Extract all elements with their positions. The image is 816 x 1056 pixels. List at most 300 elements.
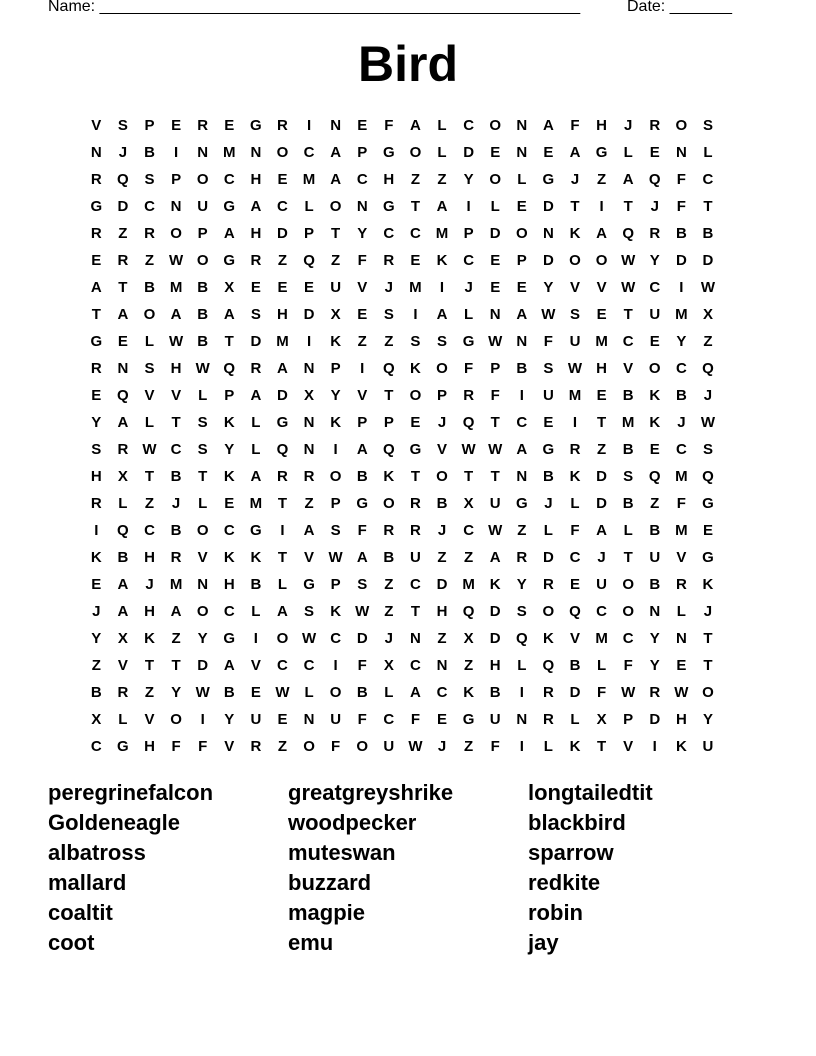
grid-cell: I	[519, 684, 524, 701]
page-title: Bird	[358, 36, 458, 92]
grid-cell: W	[488, 441, 503, 458]
grid-cell: I	[280, 522, 285, 539]
grid-cell: C	[596, 603, 607, 620]
grid-cell: C	[144, 522, 155, 539]
grid-cell: F	[623, 657, 633, 674]
grid-cell: Y	[197, 630, 208, 647]
grid-cell: W	[408, 738, 423, 755]
grid-cell: B	[516, 360, 528, 377]
grid-cell: C	[144, 198, 155, 215]
grid-cell: A	[277, 603, 288, 620]
grid-cell: P	[330, 360, 341, 377]
grid-cell: Y	[357, 225, 368, 242]
grid-cell: Z	[304, 495, 314, 512]
grid-cell: Q	[648, 468, 661, 485]
grid-cell: Y	[91, 630, 102, 647]
grid-cell: K	[330, 414, 342, 431]
grid-cell: L	[703, 144, 713, 161]
grid-cell: Z	[703, 333, 713, 350]
grid-cell: W	[168, 333, 184, 350]
grid-cell: V	[623, 360, 634, 377]
grid-cell: F	[198, 738, 208, 755]
grid-cell: T	[703, 630, 713, 647]
grid-cell: A	[117, 603, 129, 620]
grid-cell: U	[649, 306, 661, 323]
grid-cell: A	[117, 306, 129, 323]
grid-cell: O	[329, 468, 342, 485]
grid-cell: L	[144, 333, 155, 350]
grid-cell: T	[703, 657, 713, 674]
grid-cell: X	[91, 711, 102, 728]
grid-cell: C	[330, 630, 342, 647]
grid-cell: L	[144, 414, 155, 431]
grid-cell: J	[624, 117, 633, 134]
grid-cell: B	[649, 576, 661, 593]
grid-cell: W	[488, 522, 503, 539]
grid-cell: I	[519, 387, 524, 404]
grid-cell: Y	[224, 441, 235, 458]
grid-cell: S	[197, 414, 208, 431]
grid-cell: I	[306, 333, 312, 350]
grid-cell: A	[516, 306, 528, 323]
grid-cell: N	[675, 144, 687, 161]
grid-cell: L	[384, 684, 394, 701]
grid-cell: R	[649, 117, 661, 134]
grid-cell: C	[277, 657, 288, 674]
grid-cell: O	[356, 738, 369, 755]
grid-cell: Z	[91, 657, 101, 674]
grid-cell: K	[223, 468, 235, 485]
grid-cell: Z	[596, 441, 607, 458]
grid-cell: D	[542, 549, 554, 566]
grid-cell: P	[516, 252, 527, 269]
grid-cell: Z	[357, 333, 367, 350]
word-list-item: sparrow	[528, 840, 614, 865]
grid-cell: T	[410, 603, 420, 620]
grid-cell: D	[436, 576, 448, 593]
grid-cell: N	[250, 144, 262, 161]
grid-cell: E	[91, 252, 102, 269]
grid-cell: Q	[117, 171, 129, 188]
grid-cell: Z	[171, 630, 181, 647]
grid-cell: R	[90, 225, 102, 242]
grid-cell: X	[463, 495, 474, 512]
grid-cell: Q	[462, 603, 475, 620]
grid-cell: L	[543, 738, 553, 755]
grid-cell: T	[703, 198, 713, 215]
grid-cell: F	[543, 333, 553, 350]
grid-cell: O	[409, 144, 422, 161]
grid-cell: T	[410, 198, 420, 215]
grid-cell: T	[596, 738, 607, 755]
grid-cell: O	[622, 576, 634, 593]
grid-cell: Q	[702, 360, 714, 377]
grid-cell: N	[197, 576, 209, 593]
grid-cell: I	[413, 306, 418, 323]
grid-cell: L	[596, 657, 607, 674]
grid-cell: X	[117, 630, 128, 647]
grid-cell: W	[142, 441, 157, 458]
grid-cell: Y	[543, 279, 554, 296]
grid-cell: R	[542, 576, 554, 593]
grid-cell: P	[171, 171, 182, 188]
grid-cell: G	[90, 333, 103, 350]
grid-cell: W	[621, 252, 636, 269]
grid-cell: V	[250, 657, 261, 674]
grid-cell: B	[197, 333, 209, 350]
grid-cell: V	[117, 657, 128, 674]
grid-cell: A	[250, 387, 262, 404]
grid-cell: H	[436, 603, 448, 620]
grid-cell: N	[410, 630, 421, 647]
grid-cell: Z	[464, 657, 474, 674]
grid-cell: K	[410, 360, 421, 377]
grid-cell: C	[410, 225, 421, 242]
grid-cell: E	[277, 171, 288, 188]
grid-cell: W	[674, 684, 689, 701]
grid-cell: B	[542, 468, 554, 485]
grid-cell: E	[410, 414, 421, 431]
grid-cell: G	[223, 252, 236, 269]
grid-cell: A	[170, 306, 182, 323]
grid-cell: B	[250, 576, 262, 593]
grid-cell: L	[118, 495, 128, 512]
grid-cell: N	[516, 711, 528, 728]
grid-cell: V	[357, 279, 368, 296]
grid-cell: N	[489, 306, 501, 323]
grid-cell: C	[170, 441, 182, 458]
grid-cell: R	[90, 171, 102, 188]
grid-cell: F	[490, 738, 500, 755]
grid-cell: X	[463, 630, 474, 647]
grid-cell: G	[542, 441, 555, 458]
grid-cell: L	[570, 495, 580, 512]
grid-cell: I	[439, 279, 445, 296]
grid-cell: H	[90, 468, 102, 485]
grid-cell: F	[596, 684, 607, 701]
grid-cell: H	[277, 306, 288, 323]
grid-cell: O	[702, 684, 714, 701]
grid-cell: V	[91, 117, 102, 134]
grid-cell: X	[330, 306, 341, 323]
grid-cell: B	[223, 684, 235, 701]
grid-cell: Z	[144, 495, 155, 512]
grid-cell: H	[596, 117, 607, 134]
grid-cell: T	[118, 279, 128, 296]
grid-cell: K	[649, 414, 661, 431]
grid-cell: Z	[384, 603, 394, 620]
grid-cell: M	[276, 333, 289, 350]
grid-cell: A	[436, 198, 448, 215]
grid-cell: N	[90, 144, 102, 161]
grid-cell: O	[569, 252, 581, 269]
grid-cell: G	[250, 522, 262, 539]
grid-cell: F	[490, 387, 500, 404]
grid-cell: Y	[224, 711, 235, 728]
grid-cell: L	[623, 522, 633, 539]
grid-cell: X	[304, 387, 315, 404]
grid-cell: K	[569, 738, 581, 755]
grid-cell: Z	[118, 225, 128, 242]
word-list-item: coaltit	[48, 900, 113, 925]
grid-cell: S	[144, 360, 155, 377]
grid-cell: P	[144, 117, 155, 134]
grid-cell: E	[171, 117, 182, 134]
grid-cell: F	[570, 117, 580, 134]
grid-cell: E	[91, 576, 102, 593]
grid-cell: Q	[117, 522, 129, 539]
grid-cell: R	[250, 360, 262, 377]
grid-cell: O	[622, 603, 634, 620]
grid-cell: D	[542, 198, 554, 215]
grid-cell: M	[435, 225, 449, 242]
grid-cell: C	[277, 198, 288, 215]
grid-cell: K	[223, 414, 235, 431]
grid-cell: P	[357, 414, 368, 431]
grid-cell: C	[463, 522, 475, 539]
grid-cell: Z	[384, 576, 394, 593]
grid-cell: F	[570, 522, 580, 539]
grid-cell: E	[543, 414, 554, 431]
grid-cell: D	[489, 225, 501, 242]
grid-cell: O	[329, 684, 342, 701]
grid-cell: I	[679, 279, 684, 296]
grid-cell: D	[542, 252, 554, 269]
grid-cell: K	[463, 684, 475, 701]
grid-cell: T	[570, 198, 580, 215]
grid-cell: V	[596, 279, 607, 296]
grid-cell: Q	[382, 441, 395, 458]
grid-cell: M	[169, 576, 183, 593]
word-list-item: jay	[528, 930, 559, 955]
grid-cell: S	[250, 306, 261, 323]
grid-cell: K	[675, 738, 687, 755]
grid-cell: L	[676, 603, 686, 620]
grid-cell: B	[622, 441, 634, 458]
grid-cell: R	[303, 468, 315, 485]
grid-cell: P	[490, 360, 501, 377]
word-list-item: peregrinefalcon	[48, 780, 214, 805]
grid-cell: S	[144, 171, 155, 188]
grid-cell: C	[436, 684, 448, 701]
grid-cell: V	[144, 387, 155, 404]
grid-cell: S	[304, 603, 315, 620]
grid-cell: A	[356, 549, 368, 566]
grid-cell: W	[567, 360, 583, 377]
grid-cell: R	[277, 468, 288, 485]
grid-cell: Z	[517, 522, 527, 539]
grid-cell: S	[702, 441, 713, 458]
grid-cell: A	[277, 360, 288, 377]
grid-cell: N	[303, 711, 315, 728]
grid-cell: O	[196, 252, 209, 269]
grid-cell: H	[223, 576, 235, 593]
grid-cell: D	[303, 306, 315, 323]
grid-cell: O	[276, 630, 289, 647]
grid-cell: N	[516, 117, 528, 134]
grid-cell: C	[675, 360, 687, 377]
word-list-item: albatross	[48, 840, 146, 865]
grid-cell: Q	[276, 441, 289, 458]
grid-cell: J	[437, 414, 447, 431]
grid-cell: P	[383, 414, 394, 431]
grid-cell: V	[224, 738, 235, 755]
grid-cell: X	[383, 657, 394, 674]
grid-cell: E	[516, 198, 527, 215]
grid-cell: Z	[144, 684, 155, 701]
grid-cell: A	[223, 306, 235, 323]
grid-cell: Q	[542, 657, 555, 674]
grid-cell: A	[516, 441, 528, 458]
grid-cell: O	[143, 306, 156, 323]
grid-cell: J	[384, 630, 393, 647]
grid-cell: Q	[622, 225, 634, 242]
grid-cell: U	[410, 549, 421, 566]
grid-cell: F	[331, 738, 341, 755]
grid-cell: Y	[516, 576, 527, 593]
grid-cell: E	[516, 279, 527, 296]
grid-cell: Q	[303, 252, 315, 269]
grid-cell: W	[195, 360, 210, 377]
grid-cell: W	[488, 333, 503, 350]
grid-cell: M	[675, 468, 688, 485]
grid-cell: U	[489, 495, 501, 512]
grid-cell: B	[356, 468, 368, 485]
grid-cell: C	[569, 549, 581, 566]
grid-cell: U	[330, 711, 342, 728]
grid-cell: A	[223, 225, 235, 242]
grid-cell: O	[196, 522, 209, 539]
grid-cell: Y	[463, 171, 474, 188]
grid-cell: A	[90, 279, 102, 296]
grid-cell: D	[596, 468, 607, 485]
grid-cell: O	[436, 468, 448, 485]
grid-cell: A	[117, 414, 129, 431]
grid-cell: Q	[382, 360, 395, 377]
grid-cell: T	[91, 306, 101, 323]
grid-cell: E	[676, 657, 687, 674]
grid-cell: B	[170, 468, 182, 485]
grid-cell: B	[569, 657, 581, 674]
grid-cell: Q	[569, 603, 581, 620]
grid-cell: O	[489, 171, 502, 188]
grid-cell: F	[357, 657, 367, 674]
word-list-item: robin	[528, 900, 583, 925]
word-list-item: muteswan	[288, 840, 396, 865]
grid-cell: A	[542, 117, 554, 134]
grid-cell: E	[224, 117, 235, 134]
grid-cell: D	[649, 711, 661, 728]
grid-cell: C	[303, 144, 315, 161]
grid-cell: G	[542, 171, 555, 188]
grid-cell: L	[490, 198, 500, 215]
grid-cell: O	[196, 171, 209, 188]
grid-cell: J	[145, 576, 154, 593]
grid-cell: B	[197, 306, 209, 323]
grid-cell: D	[250, 333, 262, 350]
grid-cell: V	[357, 387, 368, 404]
grid-cell: Y	[676, 333, 687, 350]
grid-cell: Z	[384, 333, 394, 350]
grid-cell: T	[384, 387, 394, 404]
grid-cell: N	[303, 414, 315, 431]
grid-cell: W	[301, 630, 317, 647]
grid-cell: A	[330, 144, 342, 161]
grid-cell: T	[623, 198, 633, 215]
grid-cell: N	[436, 657, 448, 674]
grid-cell: P	[224, 387, 235, 404]
grid-cell: B	[436, 495, 448, 512]
grid-cell: H	[383, 171, 395, 188]
grid-cell: C	[622, 333, 634, 350]
grid-cell: S	[117, 117, 128, 134]
grid-cell: D	[702, 252, 714, 269]
grid-cell: R	[250, 738, 262, 755]
grid-cell: R	[675, 576, 687, 593]
date-field-label: Date: _______	[627, 0, 732, 15]
grid-cell: O	[276, 144, 289, 161]
grid-cell: C	[223, 603, 235, 620]
grid-cell: U	[569, 333, 581, 350]
grid-cell: Q	[117, 387, 129, 404]
grid-cell: K	[330, 333, 342, 350]
grid-cell: Y	[702, 711, 713, 728]
grid-cell: Y	[91, 414, 102, 431]
grid-cell: Y	[330, 387, 341, 404]
grid-cell: T	[277, 495, 288, 512]
grid-cell: S	[330, 522, 341, 539]
grid-cell: J	[570, 171, 580, 188]
grid-cell: N	[516, 333, 528, 350]
grid-cell: T	[331, 225, 341, 242]
grid-cell: B	[675, 225, 687, 242]
grid-cell: M	[621, 414, 635, 431]
word-list-item: emu	[288, 930, 334, 955]
grid-cell: T	[171, 657, 181, 674]
grid-cell: I	[333, 657, 338, 674]
grid-cell: A	[250, 198, 262, 215]
grid-cell: R	[250, 252, 262, 269]
grid-cell: K	[569, 468, 581, 485]
grid-cell: U	[489, 711, 501, 728]
grid-cell: M	[595, 630, 608, 647]
grid-cell: T	[490, 468, 500, 485]
grid-cell: C	[356, 171, 368, 188]
grid-cell: I	[200, 711, 205, 728]
grid-cell: G	[276, 414, 289, 431]
grid-cell: D	[489, 630, 501, 647]
grid-cell: A	[356, 441, 368, 458]
grid-cell: C	[303, 657, 315, 674]
grid-cell: N	[516, 144, 528, 161]
grid-cell: R	[117, 252, 129, 269]
grid-cell: B	[622, 495, 634, 512]
grid-cell: A	[489, 549, 501, 566]
grid-cell: Z	[331, 252, 341, 269]
grid-cell: B	[675, 387, 687, 404]
grid-cell: M	[462, 576, 475, 593]
grid-cell: Q	[462, 414, 475, 431]
grid-cell: S	[91, 441, 102, 458]
grid-cell: B	[649, 522, 661, 539]
grid-cell: G	[250, 117, 262, 134]
grid-cell: J	[544, 495, 553, 512]
grid-cell: V	[569, 630, 580, 647]
grid-cell: X	[224, 279, 235, 296]
grid-cell: F	[357, 252, 367, 269]
grid-cell: I	[519, 738, 524, 755]
grid-cell: E	[490, 144, 501, 161]
